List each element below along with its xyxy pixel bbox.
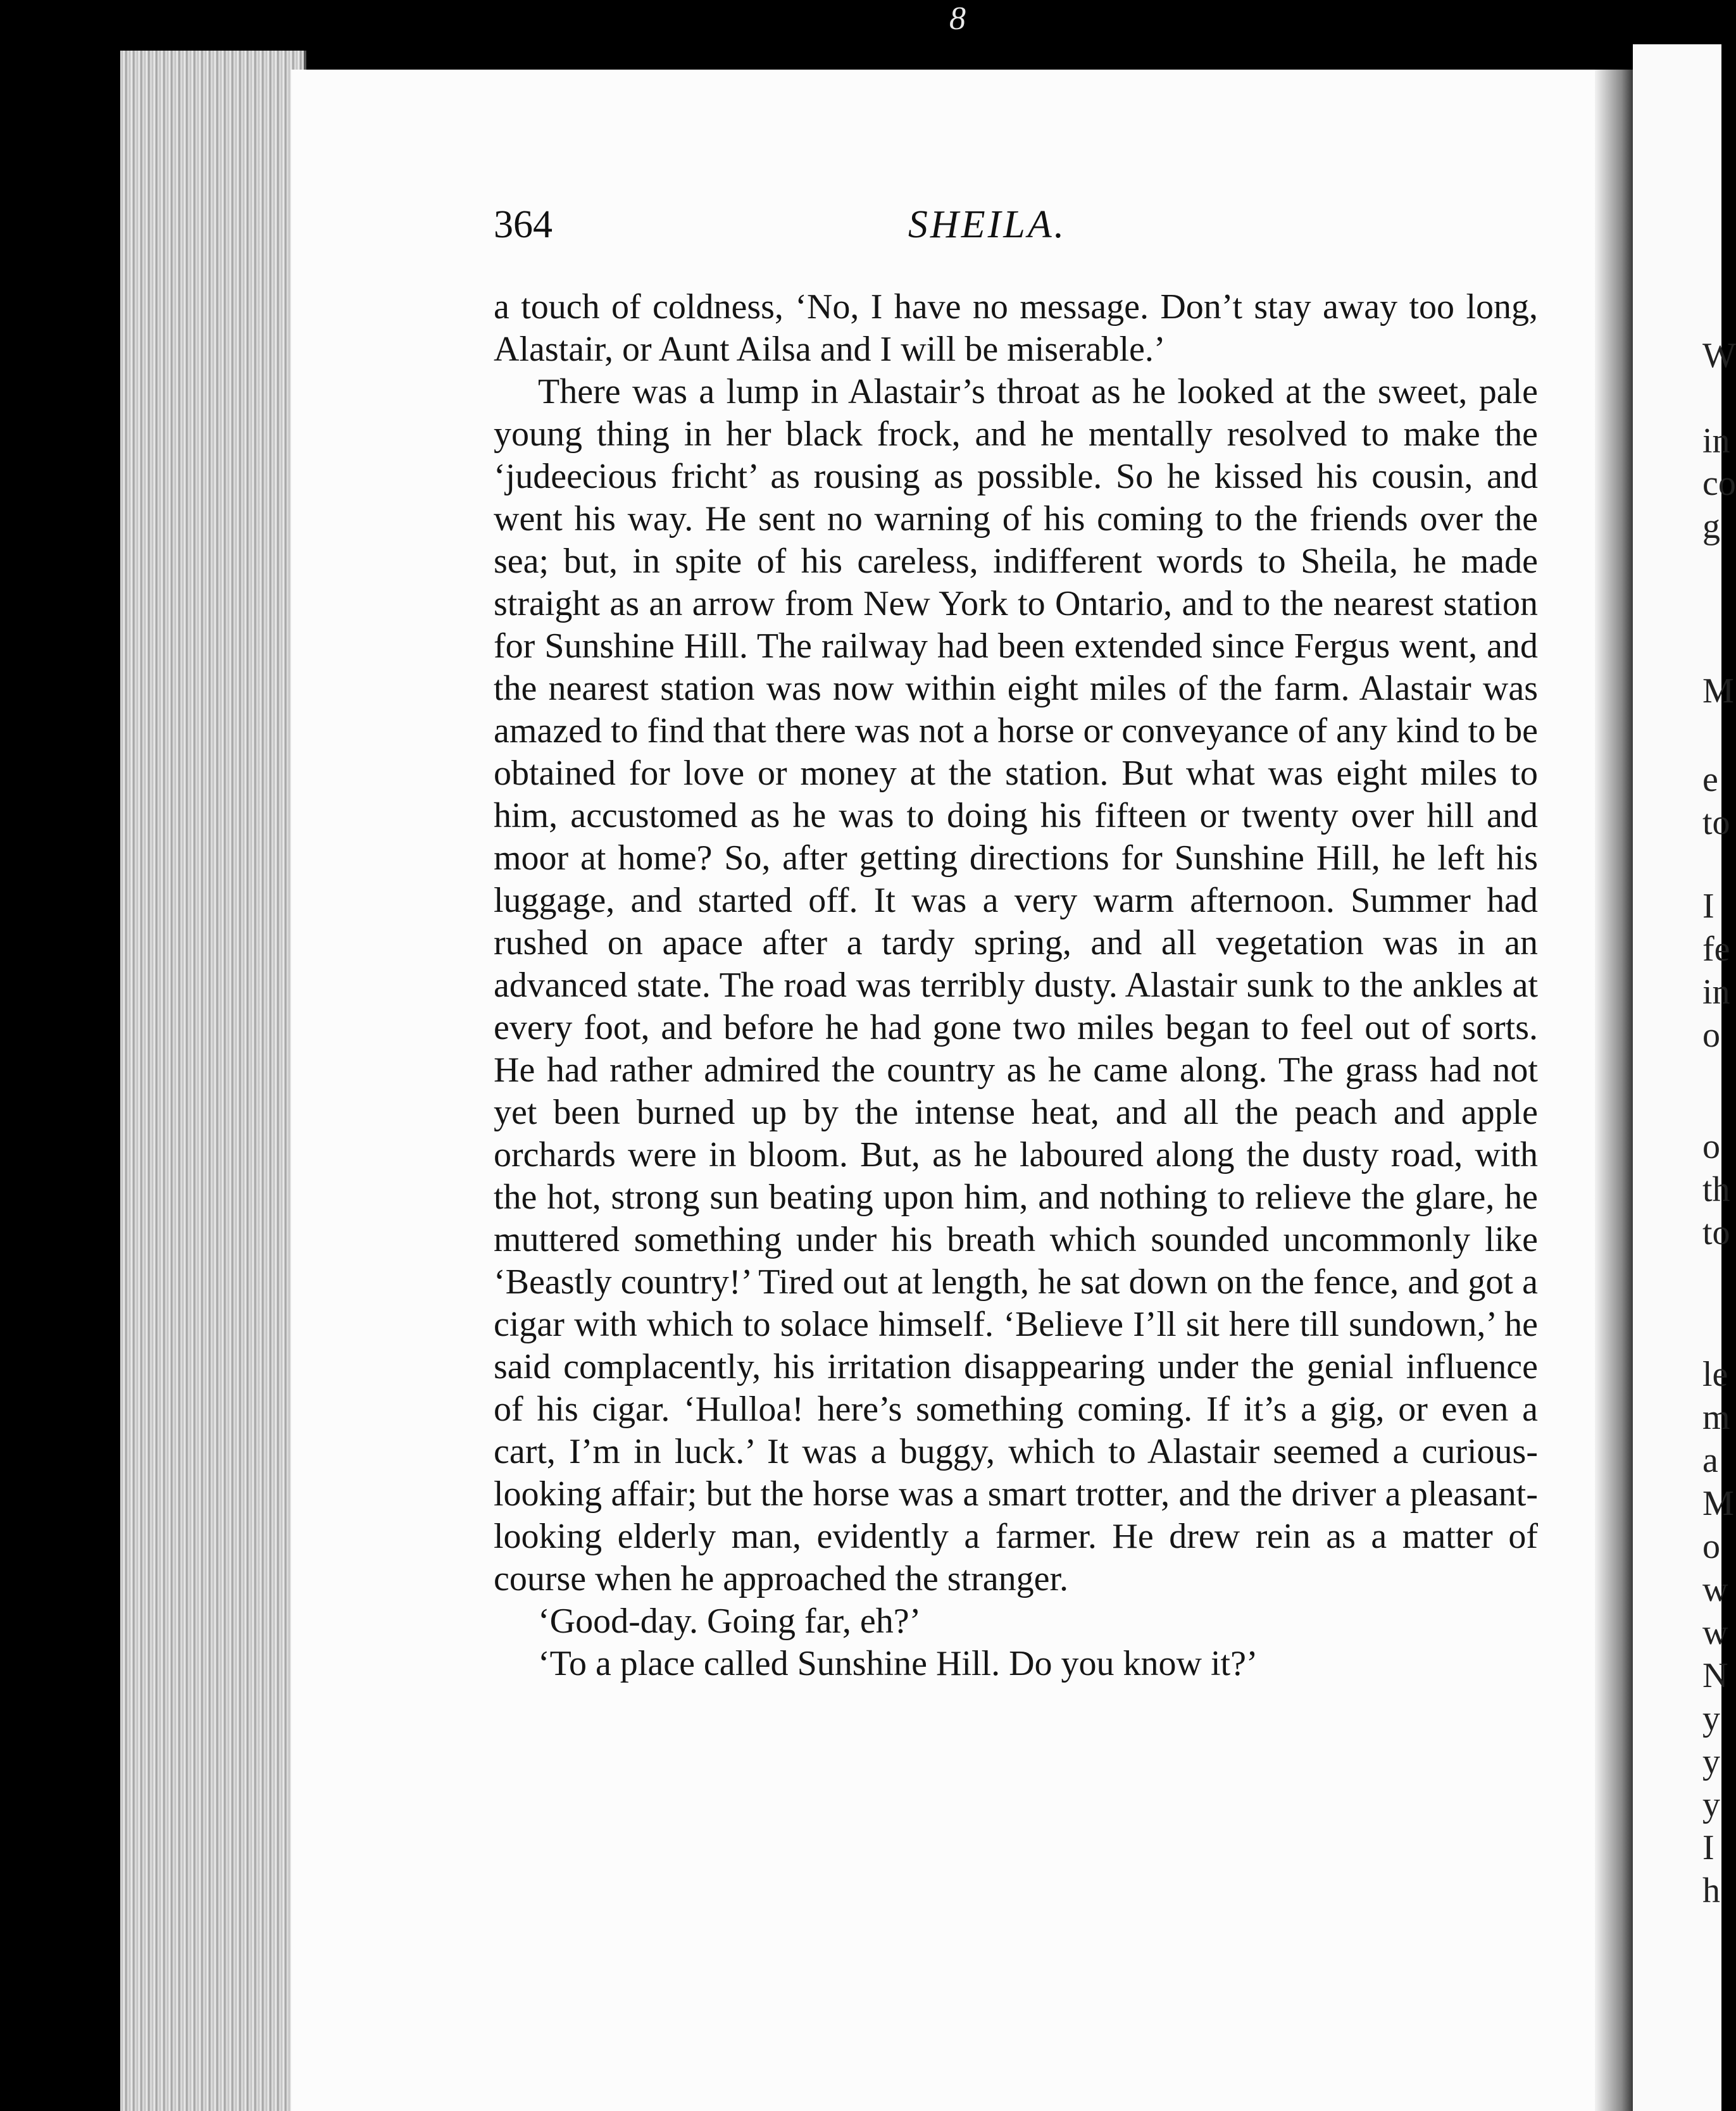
next-page-fragment: fe — [1702, 930, 1730, 969]
book-gutter — [1595, 70, 1633, 2111]
next-page-fragment: I — [1702, 887, 1714, 926]
next-page-fragment: y — [1702, 1785, 1720, 1824]
next-page-fragment: y — [1702, 1699, 1720, 1738]
running-title: SHEILA. — [908, 203, 1067, 246]
next-page-fragment: to — [1702, 1213, 1730, 1252]
next-page-fragment: m — [1702, 1398, 1730, 1437]
next-page-fragment: th — [1702, 1170, 1730, 1209]
next-page-fragment: co — [1702, 464, 1736, 503]
next-page-fragment: le — [1702, 1355, 1728, 1394]
next-page-fragment: in — [1702, 421, 1730, 461]
pencil-mark: 8 — [949, 1, 966, 37]
next-page-fragment: g — [1702, 507, 1720, 546]
next-page-fragment: y — [1702, 1742, 1720, 1781]
next-page-fragment: w — [1702, 1570, 1728, 1609]
book-page-edges — [120, 51, 306, 2111]
next-page-fragment: in — [1702, 973, 1730, 1012]
next-page-fragment: N — [1702, 1656, 1728, 1695]
next-page-fragment: w — [1702, 1613, 1728, 1652]
next-page-fragment: a — [1702, 1441, 1718, 1480]
page-number: 364 — [494, 203, 553, 246]
page-header — [494, 202, 1481, 253]
next-page-fragment: e — [1702, 760, 1718, 799]
next-page-fragment: o — [1702, 1127, 1720, 1166]
next-page-fragment: o — [1702, 1016, 1720, 1055]
next-page-fragment: I — [1702, 1828, 1714, 1867]
next-page-fragment: M — [1702, 1484, 1734, 1523]
next-page-fragment: h — [1702, 1871, 1720, 1910]
paragraph: ‘To a place called Sunshine Hill. Do you know it?’ — [538, 1644, 1258, 1683]
next-page-fragment: W — [1702, 336, 1736, 375]
paragraph: There was a lump in Alastair’s throat as he looked at the sweet, pale young thing in her black frock, and he mentally resolved to make the ‘judeecious fricht’ as rousing as possible. So he kissed his cousin, and went his way. He sent no warning of his coming to the friends over the sea; but, in spite of his careless, indifferent words to Sheila, he made straight as an arrow from New York to Ontario, and to the nearest station for Sunshine Hill. The railway had been extended since Fergus went, and the nearest station was now within eight miles of the farm. Alastair was amazed to find that there was not a horse or conveyance of any kind to be obtained for love or money at the station. But what was eight miles to him, accustomed as he was to doing his fifteen or twenty over hill and moor at home? So, after getting directions for Sunshine Hill, he left his luggage, and started off. It was a very warm afternoon. Summer had rushed on apace after a tardy spring, and all vegetation was in an advanced state. The road was terribly dusty. Alastair sunk to the ankles at every foot, and before he had gone two miles began to feel out of sorts. He had rather admired the country as he came along. The grass had not yet been burned up by the intense heat, and all the peach and apple orchards were in bloom. But, as he laboured along the dusty road, with the hot, strong sun beating upon him, and nothing to relieve the glare, he muttered something under his breath which sounded uncommonly like ‘Beastly country!’ Tired out at length, he sat down on the fence, and got a cigar with which to solace himself. ‘Believe I’ll sit here till sundown,’ he said complacently, his irritation disappearing under the genial influence of his cigar. ‘Hulloa! here’s something coming. If it’s a gig, or even a cart, I’m in luck.’ It was a buggy, which to Alastair seemed a curious-looking affair; but the horse was a smart trotter, and the driver a pleasant-looking elderly man, evidently a farmer. He drew rein as a matter of course when he approached the stranger. — [494, 372, 1538, 1598]
paragraph: ‘Good-day. Going far, eh?’ — [538, 1602, 921, 1641]
next-page-fragment: M — [1702, 671, 1734, 711]
next-page-fragment: to — [1702, 803, 1730, 842]
body-text — [494, 286, 1538, 1685]
paragraph: a touch of coldness, ‘No, I have no message. Don’t stay away too long, Alastair, or Aunt Ailsa and I will be miserable.’ — [494, 287, 1538, 369]
next-page-fragment: o — [1702, 1527, 1720, 1566]
